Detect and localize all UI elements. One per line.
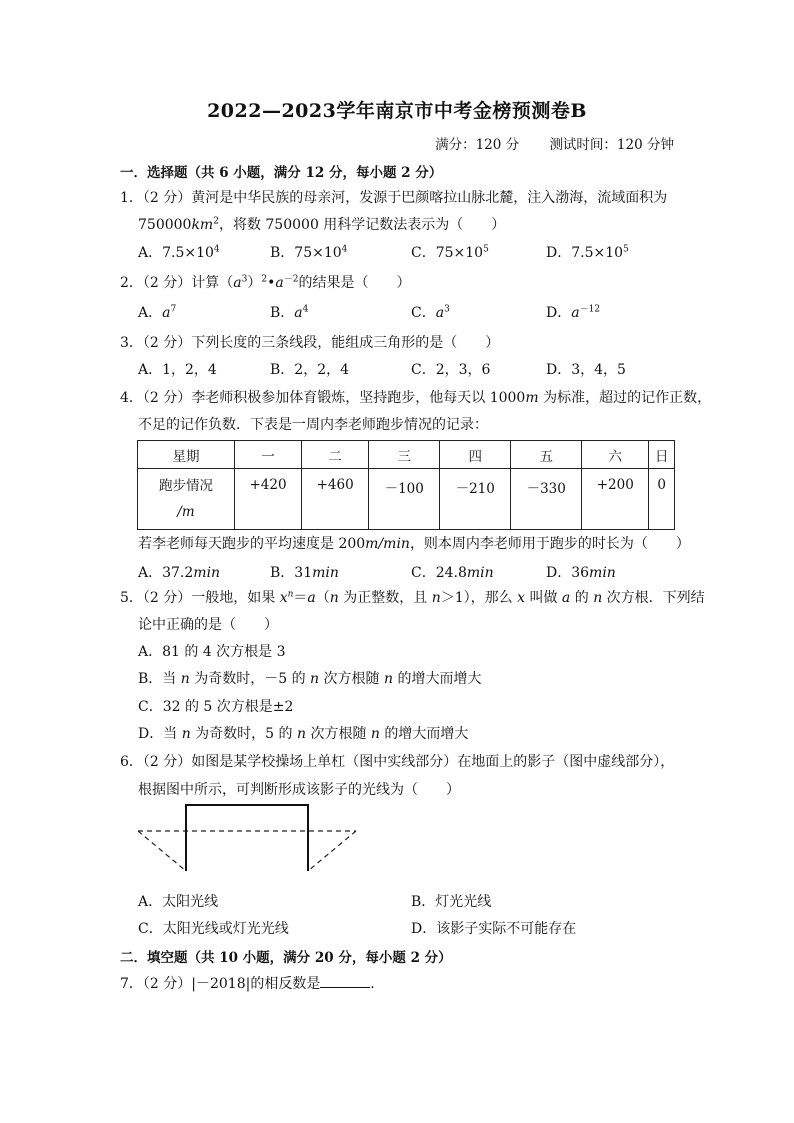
- q6-option-a: A．太阳光线: [138, 894, 219, 910]
- q5-stem-line2: 论中正确的是（ ）: [138, 617, 278, 633]
- section-2-heading: 二．填空题（共 10 小题，满分 20 分，每小题 2 分）: [120, 950, 452, 966]
- q3-option-b: B．2，2，4: [270, 362, 350, 378]
- table-cell: －330: [511, 469, 582, 530]
- q1-stem-line2: $750000km^2$，将数 750000 用科学记数法表示为（ ）: [138, 216, 506, 233]
- table-header-cell: 一: [234, 441, 301, 469]
- table-cell: －210: [440, 469, 511, 530]
- q5-option-b: B．当 n 为奇数时，－5 的 n 次方根随 n 的增大而增大: [138, 671, 482, 687]
- table-row: [138, 469, 675, 530]
- horizontal-bar: [186, 805, 308, 871]
- q4-option-c: C．24.8min: [411, 565, 494, 581]
- row-label-cell: 跑步情况 /m: [138, 469, 235, 530]
- answer-blank: [320, 973, 370, 988]
- table-header-cell: 五: [511, 441, 582, 469]
- table-header-cell: 六: [582, 441, 649, 469]
- q6-option-d: D．该影子实际不可能存在: [411, 921, 577, 937]
- left-light-ray: [138, 831, 186, 871]
- table-cell: －100: [369, 469, 440, 530]
- q3-option-a: A．1，2，4: [138, 362, 217, 378]
- q5-option-d: D．当 n 为奇数时，5 的 n 次方根随 n 的增大而增大: [138, 726, 469, 742]
- q4-option-a: A．37.2min: [138, 565, 221, 581]
- full-score: 满分：120 分: [435, 137, 520, 153]
- q5-stem-line1: 5．（2 分）一般地，如果 $x^n=a(n$ 为正整数，且 n＞1），那么 x 叫做 a 的 n 次方根．下列结: [120, 589, 705, 606]
- running-record-table: [137, 440, 675, 530]
- q6-stem-line1: 6．（2 分）如图是某学校操场上单杠（图中实线部分）在地面上的影子（图中虚线部分），: [120, 754, 675, 770]
- right-light-ray: [308, 831, 356, 871]
- q3-option-d: D．3，4，5: [546, 362, 626, 378]
- table-header-cell: 三: [369, 441, 440, 469]
- table-header-cell: 四: [440, 441, 511, 469]
- table-cell: +420: [234, 469, 301, 530]
- table-header-cell: 星期: [138, 441, 235, 469]
- q5-option-a: A．81 的 4 次方根是 3: [138, 644, 286, 660]
- table-cell: +200: [582, 469, 649, 530]
- q7-stem: 7．（2 分）|－2018|的相反数是 ．: [120, 973, 384, 993]
- q2-option-a: A．$a^7$: [138, 304, 177, 321]
- table-header-row: [138, 441, 675, 469]
- q4-stem-line1: 4．（2 分）李老师积极参加体育锻炼，坚持跑步，他每天以 1000m 为标准，超过的记作正数，: [120, 390, 712, 406]
- q4-stem-line2: 不足的记作负数．下表是一周内李老师跑步情况的记录：: [138, 417, 488, 433]
- q5-option-c: C．32 的 5 次方根是±2: [138, 699, 294, 715]
- q1-option-a: A．$7.5\times 10^4$: [138, 244, 220, 261]
- test-time: 测试时间：120 分钟: [549, 137, 674, 153]
- exam-meta: [409, 133, 674, 153]
- q6-option-c: C．太阳光线或灯光光线: [138, 921, 289, 937]
- exam-title: 2022—2023学年南京市中考金榜预测卷B: [207, 100, 587, 122]
- section-1-heading: 一．选择题（共 6 小题，满分 12 分，每小题 2 分）: [120, 165, 443, 181]
- q3-stem: 3．（2 分）下列长度的三条线段，能组成三角形的是（ ）: [120, 335, 500, 351]
- q3-option-c: C．2，3，6: [411, 362, 491, 378]
- table-cell: +460: [302, 469, 369, 530]
- table-cell: 0: [649, 469, 675, 530]
- q2-stem: 2．（2 分）计算$(a^3)^2•a^{-2}$的结果是（ ）: [120, 274, 411, 291]
- horizontal-bar-shadow-figure: [138, 803, 360, 879]
- q2-option-c: C．$a^3$: [411, 304, 450, 321]
- q1-option-c: C．$75\times 10^5$: [411, 244, 489, 261]
- table-header-cell: 二: [302, 441, 369, 469]
- q2-option-b: B．$a^4$: [270, 304, 309, 321]
- q1-option-d: D．$7.5\times 10^5$: [546, 244, 629, 261]
- q2-option-d: D．$a^{-12}$: [546, 304, 601, 321]
- q4-option-b: B．31min: [270, 565, 339, 581]
- q4-option-d: D．36min: [546, 565, 616, 581]
- q1-option-b: B．$75\times 10^4$: [270, 244, 348, 261]
- q1-stem-line1: 1．（2 分）黄河是中华民族的母亲河，发源于巴颜喀拉山脉北麓，注入渤海，流域面积为: [120, 190, 668, 206]
- table-header-cell: 日: [649, 441, 675, 469]
- q6-option-b: B．灯光光线: [411, 894, 492, 910]
- q4-stem-line3: 若李老师每天跑步的平均速度是 200m/min，则本周内李老师用于跑步的时长为（ ）: [138, 536, 690, 552]
- q6-stem-line2: 根据图中所示，可判断形成该影子的光线为（ ）: [138, 782, 460, 798]
